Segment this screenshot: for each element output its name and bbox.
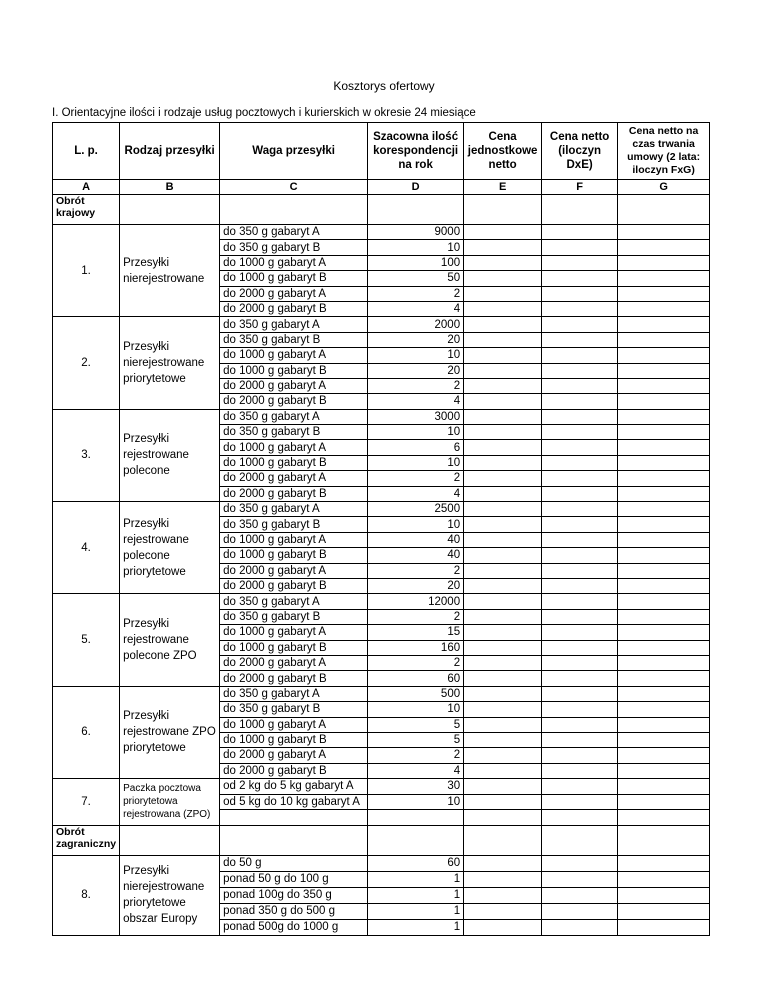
unit-price-cell <box>464 779 542 795</box>
table-row <box>53 502 710 517</box>
contract-price-cell <box>618 394 710 409</box>
unit-price-cell <box>464 671 542 686</box>
section-foreign <box>53 825 710 855</box>
unit-price-cell <box>464 640 542 655</box>
quantity-cell: 2500 <box>368 502 464 517</box>
table-row <box>53 594 710 609</box>
weight-cell: do 350 g gabaryt B <box>220 332 368 347</box>
quantity-cell: 1 <box>368 871 464 887</box>
quantity-cell: 15 <box>368 625 464 640</box>
quantity-cell: 2 <box>368 471 464 486</box>
empty-cell <box>618 825 710 855</box>
weight-cell: do 1000 g gabaryt A <box>220 348 368 363</box>
letter-f: F <box>542 180 618 195</box>
net-price-cell <box>542 810 618 826</box>
empty-cell <box>542 195 618 225</box>
unit-price-cell <box>464 748 542 763</box>
empty-cell <box>220 825 368 855</box>
header-ilosc: Szacowna ilość korespondencji na rok <box>368 123 464 180</box>
weight-cell: do 2000 g gabaryt B <box>220 578 368 593</box>
weight-cell: do 2000 g gabaryt A <box>220 471 368 486</box>
net-price-cell <box>542 655 618 670</box>
cost-estimate-table <box>52 122 710 936</box>
contract-price-cell <box>618 348 710 363</box>
shipment-type: Przesyłki nierejestrowane <box>120 225 220 317</box>
contract-price-cell <box>618 271 710 286</box>
quantity-cell: 1 <box>368 903 464 919</box>
section-heading: I. Orientacyjne ilości i rodzaje usług pocztowych i kurierskich w okresie 24 miesiące <box>52 107 476 119</box>
weight-cell: do 1000 g gabaryt A <box>220 440 368 455</box>
weight-cell: do 1000 g gabaryt B <box>220 363 368 378</box>
net-price-cell <box>542 517 618 532</box>
table-row <box>53 855 710 871</box>
quantity-cell: 1 <box>368 919 464 935</box>
unit-price-cell <box>464 655 542 670</box>
row-number: 1. <box>53 225 120 317</box>
row-number: 3. <box>53 409 120 501</box>
weight-cell: do 2000 g gabaryt B <box>220 671 368 686</box>
unit-price-cell <box>464 563 542 578</box>
net-price-cell <box>542 794 618 810</box>
contract-price-cell <box>618 625 710 640</box>
contract-price-cell <box>618 594 710 609</box>
unit-price-cell <box>464 625 542 640</box>
quantity-cell: 30 <box>368 779 464 795</box>
contract-price-cell <box>618 810 710 826</box>
weight-cell: do 350 g gabaryt B <box>220 609 368 624</box>
net-price-cell <box>542 763 618 778</box>
weight-cell: do 350 g gabaryt A <box>220 686 368 701</box>
weight-cell: do 2000 g gabaryt B <box>220 301 368 316</box>
row-number: 4. <box>53 502 120 594</box>
weight-cell: ponad 100g do 350 g <box>220 887 368 903</box>
net-price-cell <box>542 640 618 655</box>
empty-cell <box>368 195 464 225</box>
net-price-cell <box>542 887 618 903</box>
weight-cell: do 1000 g gabaryt B <box>220 732 368 747</box>
contract-price-cell <box>618 548 710 563</box>
weight-cell: do 1000 g gabaryt B <box>220 271 368 286</box>
row-number: 7. <box>53 779 120 826</box>
unit-price-cell <box>464 794 542 810</box>
weight-cell: do 1000 g gabaryt A <box>220 717 368 732</box>
shipment-type: Przesyłki rejestrowane polecone priorytetowe <box>120 502 220 594</box>
shipment-type: Przesyłki rejestrowane polecone <box>120 409 220 501</box>
unit-price-cell <box>464 409 542 424</box>
table-row <box>53 686 710 701</box>
net-price-cell <box>542 378 618 393</box>
section-domestic-label: Obrót krajowy <box>53 195 120 225</box>
net-price-cell <box>542 486 618 501</box>
weight-cell: do 2000 g gabaryt A <box>220 748 368 763</box>
quantity-cell: 2 <box>368 563 464 578</box>
letter-d: D <box>368 180 464 195</box>
unit-price-cell <box>464 225 542 240</box>
contract-price-cell <box>618 455 710 470</box>
unit-price-cell <box>464 810 542 826</box>
weight-cell: do 2000 g gabaryt B <box>220 763 368 778</box>
unit-price-cell <box>464 440 542 455</box>
weight-cell: do 350 g gabaryt B <box>220 702 368 717</box>
quantity-cell: 10 <box>368 455 464 470</box>
contract-price-cell <box>618 301 710 316</box>
net-price-cell <box>542 548 618 563</box>
unit-price-cell <box>464 471 542 486</box>
quantity-cell: 2 <box>368 655 464 670</box>
net-price-cell <box>542 578 618 593</box>
contract-price-cell <box>618 286 710 301</box>
quantity-cell: 4 <box>368 763 464 778</box>
net-price-cell <box>542 348 618 363</box>
quantity-cell: 4 <box>368 301 464 316</box>
quantity-cell: 60 <box>368 855 464 871</box>
quantity-cell: 10 <box>368 517 464 532</box>
unit-price-cell <box>464 455 542 470</box>
quantity-cell: 60 <box>368 671 464 686</box>
contract-price-cell <box>618 871 710 887</box>
weight-cell: ponad 500g do 1000 g <box>220 919 368 935</box>
unit-price-cell <box>464 855 542 871</box>
weight-cell: do 2000 g gabaryt B <box>220 486 368 501</box>
quantity-cell: 500 <box>368 686 464 701</box>
weight-cell: do 1000 g gabaryt A <box>220 255 368 270</box>
net-price-cell <box>542 471 618 486</box>
table-row <box>53 317 710 332</box>
empty-cell <box>464 825 542 855</box>
empty-cell <box>120 195 220 225</box>
net-price-cell <box>542 363 618 378</box>
unit-price-cell <box>464 578 542 593</box>
quantity-cell: 10 <box>368 702 464 717</box>
contract-price-cell <box>618 779 710 795</box>
empty-cell <box>542 825 618 855</box>
contract-price-cell <box>618 855 710 871</box>
net-price-cell <box>542 455 618 470</box>
column-letters-row <box>53 180 710 195</box>
net-price-cell <box>542 225 618 240</box>
contract-price-cell <box>618 578 710 593</box>
contract-price-cell <box>618 671 710 686</box>
quantity-cell: 160 <box>368 640 464 655</box>
contract-price-cell <box>618 255 710 270</box>
net-price-cell <box>542 409 618 424</box>
weight-cell: do 2000 g gabaryt A <box>220 655 368 670</box>
quantity-cell: 2000 <box>368 317 464 332</box>
quantity-cell: 10 <box>368 425 464 440</box>
net-price-cell <box>542 271 618 286</box>
weight-cell: ponad 50 g do 100 g <box>220 871 368 887</box>
unit-price-cell <box>464 363 542 378</box>
contract-price-cell <box>618 640 710 655</box>
shipment-type: Przesyłki nierejestrowane priorytetowe <box>120 317 220 409</box>
quantity-cell: 6 <box>368 440 464 455</box>
unit-price-cell <box>464 594 542 609</box>
net-price-cell <box>542 686 618 701</box>
contract-price-cell <box>618 702 710 717</box>
unit-price-cell <box>464 686 542 701</box>
unit-price-cell <box>464 903 542 919</box>
weight-cell: do 350 g gabaryt A <box>220 502 368 517</box>
shipment-type: Przesyłki rejestrowane ZPO priorytetowe <box>120 686 220 778</box>
unit-price-cell <box>464 502 542 517</box>
quantity-cell: 40 <box>368 548 464 563</box>
net-price-cell <box>542 871 618 887</box>
empty-cell <box>368 825 464 855</box>
contract-price-cell <box>618 532 710 547</box>
empty-cell <box>220 195 368 225</box>
contract-price-cell <box>618 378 710 393</box>
weight-cell: do 2000 g gabaryt B <box>220 394 368 409</box>
net-price-cell <box>542 903 618 919</box>
document-title: Kosztorys ofertowy <box>333 79 435 93</box>
net-price-cell <box>542 855 618 871</box>
quantity-cell: 40 <box>368 532 464 547</box>
net-price-cell <box>542 702 618 717</box>
quantity-cell <box>368 810 464 826</box>
quantity-cell: 2 <box>368 286 464 301</box>
contract-price-cell <box>618 317 710 332</box>
quantity-cell: 2 <box>368 378 464 393</box>
weight-cell: ponad 350 g do 500 g <box>220 903 368 919</box>
unit-price-cell <box>464 517 542 532</box>
unit-price-cell <box>464 301 542 316</box>
net-price-cell <box>542 625 618 640</box>
contract-price-cell <box>618 748 710 763</box>
shipment-type: Przesyłki nierejestrowane priorytetowe obszar Europy <box>120 855 220 935</box>
contract-price-cell <box>618 225 710 240</box>
contract-price-cell <box>618 732 710 747</box>
weight-cell: do 1000 g gabaryt A <box>220 625 368 640</box>
quantity-cell: 100 <box>368 255 464 270</box>
contract-price-cell <box>618 502 710 517</box>
net-price-cell <box>542 594 618 609</box>
letter-b: B <box>120 180 220 195</box>
contract-price-cell <box>618 563 710 578</box>
weight-cell <box>220 810 368 826</box>
weight-cell: do 350 g gabaryt B <box>220 240 368 255</box>
net-price-cell <box>542 919 618 935</box>
contract-price-cell <box>618 363 710 378</box>
row-number: 2. <box>53 317 120 409</box>
weight-cell: do 2000 g gabaryt A <box>220 286 368 301</box>
weight-cell: do 1000 g gabaryt B <box>220 455 368 470</box>
weight-cell: do 350 g gabaryt A <box>220 317 368 332</box>
net-price-cell <box>542 332 618 347</box>
quantity-cell: 12000 <box>368 594 464 609</box>
net-price-cell <box>542 717 618 732</box>
unit-price-cell <box>464 532 542 547</box>
net-price-cell <box>542 609 618 624</box>
weight-cell: od 5 kg do 10 kg gabaryt A <box>220 794 368 810</box>
weight-cell: do 350 g gabaryt B <box>220 425 368 440</box>
unit-price-cell <box>464 732 542 747</box>
header-cena-czas-umowy: Cena netto na czas trwania umowy (2 lata: iloczyn FxG) <box>618 123 710 180</box>
weight-cell: do 1000 g gabaryt B <box>220 548 368 563</box>
quantity-cell: 20 <box>368 363 464 378</box>
unit-price-cell <box>464 702 542 717</box>
header-lp: L. p. <box>53 123 120 180</box>
empty-cell <box>464 195 542 225</box>
unit-price-cell <box>464 240 542 255</box>
net-price-cell <box>542 671 618 686</box>
letter-c: C <box>220 180 368 195</box>
quantity-cell: 20 <box>368 578 464 593</box>
net-price-cell <box>542 425 618 440</box>
contract-price-cell <box>618 919 710 935</box>
net-price-cell <box>542 301 618 316</box>
net-price-cell <box>542 748 618 763</box>
unit-price-cell <box>464 378 542 393</box>
header-cena-netto: Cena netto (iloczyn DxE) <box>542 123 618 180</box>
quantity-cell: 5 <box>368 717 464 732</box>
shipment-type: Paczka pocztowa priorytetowa rejestrowana (ZPO) <box>120 779 220 826</box>
quantity-cell: 5 <box>368 732 464 747</box>
quantity-cell: 2 <box>368 609 464 624</box>
quantity-cell: 3000 <box>368 409 464 424</box>
net-price-cell <box>542 779 618 795</box>
table-row <box>53 409 710 424</box>
contract-price-cell <box>618 609 710 624</box>
contract-price-cell <box>618 409 710 424</box>
contract-price-cell <box>618 903 710 919</box>
empty-cell <box>120 825 220 855</box>
contract-price-cell <box>618 686 710 701</box>
net-price-cell <box>542 317 618 332</box>
unit-price-cell <box>464 919 542 935</box>
quantity-cell: 20 <box>368 332 464 347</box>
unit-price-cell <box>464 317 542 332</box>
net-price-cell <box>542 440 618 455</box>
header-row <box>53 123 710 180</box>
weight-cell: do 50 g <box>220 855 368 871</box>
weight-cell: do 350 g gabaryt A <box>220 225 368 240</box>
unit-price-cell <box>464 609 542 624</box>
weight-cell: do 2000 g gabaryt A <box>220 378 368 393</box>
unit-price-cell <box>464 394 542 409</box>
quantity-cell: 1 <box>368 887 464 903</box>
section-domestic <box>53 195 710 225</box>
row-number: 8. <box>53 855 120 935</box>
contract-price-cell <box>618 794 710 810</box>
quantity-cell: 10 <box>368 240 464 255</box>
contract-price-cell <box>618 517 710 532</box>
net-price-cell <box>542 532 618 547</box>
unit-price-cell <box>464 717 542 732</box>
quantity-cell: 10 <box>368 348 464 363</box>
unit-price-cell <box>464 425 542 440</box>
quantity-cell: 4 <box>368 394 464 409</box>
row-number: 6. <box>53 686 120 778</box>
table-row <box>53 225 710 240</box>
table-row <box>53 779 710 795</box>
quantity-cell: 4 <box>368 486 464 501</box>
unit-price-cell <box>464 271 542 286</box>
contract-price-cell <box>618 655 710 670</box>
unit-price-cell <box>464 348 542 363</box>
weight-cell: do 350 g gabaryt A <box>220 409 368 424</box>
net-price-cell <box>542 502 618 517</box>
weight-cell: do 1000 g gabaryt B <box>220 640 368 655</box>
weight-cell: do 350 g gabaryt B <box>220 517 368 532</box>
contract-price-cell <box>618 332 710 347</box>
quantity-cell: 9000 <box>368 225 464 240</box>
unit-price-cell <box>464 486 542 501</box>
net-price-cell <box>542 563 618 578</box>
contract-price-cell <box>618 887 710 903</box>
unit-price-cell <box>464 255 542 270</box>
unit-price-cell <box>464 286 542 301</box>
contract-price-cell <box>618 425 710 440</box>
unit-price-cell <box>464 763 542 778</box>
letter-g: G <box>618 180 710 195</box>
net-price-cell <box>542 240 618 255</box>
section-foreign-label: Obrót zagraniczny <box>53 825 120 855</box>
weight-cell: do 1000 g gabaryt A <box>220 532 368 547</box>
contract-price-cell <box>618 486 710 501</box>
quantity-cell: 2 <box>368 748 464 763</box>
header-rodzaj: Rodzaj przesyłki <box>120 123 220 180</box>
quantity-cell: 10 <box>368 794 464 810</box>
unit-price-cell <box>464 887 542 903</box>
weight-cell: do 350 g gabaryt A <box>220 594 368 609</box>
row-number: 5. <box>53 594 120 686</box>
net-price-cell <box>542 732 618 747</box>
unit-price-cell <box>464 548 542 563</box>
weight-cell: do 2000 g gabaryt A <box>220 563 368 578</box>
header-cena-jednostkowa: Cena jednostkowe netto <box>464 123 542 180</box>
net-price-cell <box>542 394 618 409</box>
contract-price-cell <box>618 471 710 486</box>
quantity-cell: 50 <box>368 271 464 286</box>
empty-cell <box>618 195 710 225</box>
letter-a: A <box>53 180 120 195</box>
unit-price-cell <box>464 332 542 347</box>
contract-price-cell <box>618 763 710 778</box>
weight-cell: od 2 kg do 5 kg gabaryt A <box>220 779 368 795</box>
unit-price-cell <box>464 871 542 887</box>
contract-price-cell <box>618 240 710 255</box>
contract-price-cell <box>618 717 710 732</box>
contract-price-cell <box>618 440 710 455</box>
net-price-cell <box>542 286 618 301</box>
shipment-type: Przesyłki rejestrowane polecone ZPO <box>120 594 220 686</box>
header-waga: Waga przesyłki <box>220 123 368 180</box>
letter-e: E <box>464 180 542 195</box>
net-price-cell <box>542 255 618 270</box>
